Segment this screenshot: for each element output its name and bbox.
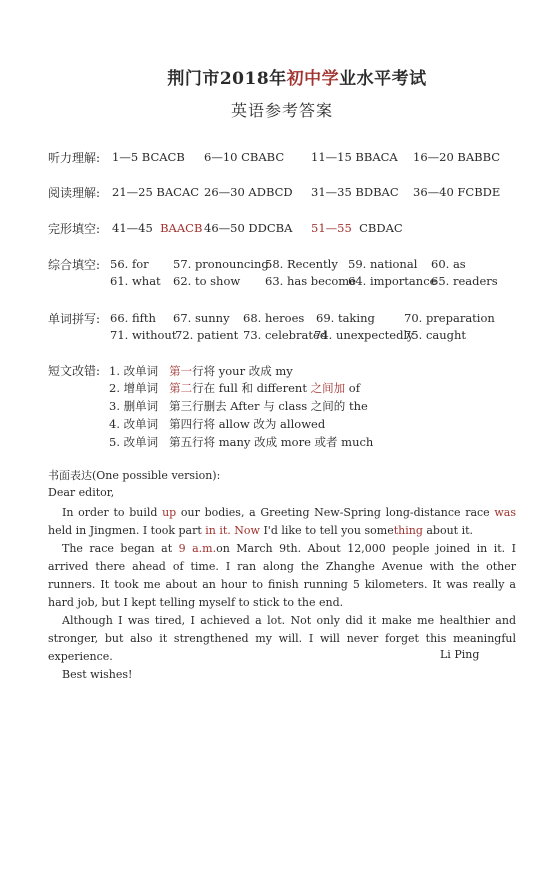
writing-salutation: Dear editor, [48,486,115,499]
essay-highlight: 9 a.m. [178,542,217,555]
cloze-group: 46—50 DDCBA [204,221,293,235]
spelling-item: 72. patient [175,328,239,342]
fill-item: 60. as [431,257,466,271]
correction-number: 1. 改单词 [109,364,159,378]
title-exam: 业水平考试 [339,69,427,89]
correction-text: 第五行将 many 改成 more 或者 much [169,435,374,449]
correction-item [109,380,360,396]
correction-text: 第三行删去 After 与 class 之间的 the [169,399,368,413]
spelling-item: 75. caught [404,328,467,342]
fill-item: 63. has become [265,274,357,288]
fill-item: 56. for [110,257,149,271]
spelling-item: 69. taking [316,311,375,325]
correction-number: 5. 改单词 [109,435,159,449]
correction-item [109,434,373,450]
title-city: 荆门市 [167,69,220,89]
listening-group: 6—10 CBABC [204,150,285,164]
reading-group: 31—35 BDBAC [311,185,399,199]
essay-signature: Li Ping [440,648,480,661]
fill-item: 62. to show [173,274,241,288]
essay-highlight: thing [393,524,423,537]
reading-group: 36—40 FCBDE [413,185,501,199]
writing-heading: 书面表达(One possible version): [48,469,221,482]
correction-highlight: 第一 [169,364,193,378]
essay-text: on March 9th. About 12,000 people joined in it. I arrived there ahead of time. I ran along the Zhanghe Avenue with the other runners. It took me about an hour to finish running 5 kilometers. It was really a hard job, but I kept telling myself to stick to the end. [48,542,516,609]
correction-label: 短文改错: [48,364,101,378]
correction-text: of [345,381,360,395]
cloze-answer: BAACB [160,221,203,235]
correction-number: 4. 改单词 [109,417,159,431]
correction-number: 2. 增单词 [109,381,159,395]
cloze-label: 完形填空: [48,222,101,236]
cloze-group [112,221,202,235]
spelling-item: 74. unexpectedly [314,328,414,342]
essay-text: The race began at [62,542,179,555]
correction-highlight: 第二 [169,381,193,395]
cloze-range: 41—45 [112,221,153,235]
fill-item: 58. Recently [265,257,338,271]
spelling-item: 66. fifth [110,311,156,325]
essay-paragraph [48,504,516,540]
essay-text: held in Jingmen. I took part [48,524,206,537]
fill-label: 综合填空: [48,258,101,272]
essay-text: In order to build [62,506,163,519]
correction-item [109,398,368,414]
correction-item [109,363,293,379]
fill-item: 65. readers [431,274,498,288]
cloze-answer: CBDAC [359,221,403,235]
correction-highlight: 之间加 [310,381,346,395]
essay-text: I'd like to tell you some [259,524,394,537]
document-title [0,64,554,89]
correction-text: 行在 full 和 different [192,381,311,395]
fill-item: 59. national [348,257,418,271]
spelling-item: 71. without [110,328,177,342]
title-year-suffix: 年 [269,69,287,89]
reading-group: 21—25 BACAC [112,185,200,199]
listening-group: 11—15 BBACA [311,150,398,164]
essay-highlight: was [494,506,516,519]
listening-group: 16—20 BABBC [413,150,501,164]
essay-highlight: in it. Now [205,524,260,537]
spelling-item: 73. celebrated [243,328,328,342]
reading-group: 26—30 ADBCD [204,185,293,199]
spelling-label: 单词拼写: [48,312,101,326]
correction-item [109,416,325,432]
essay-paragraph [48,540,516,612]
fill-item: 64. importance [348,274,437,288]
cloze-range: 51—55 [311,221,352,235]
essay-closing: Best wishes! [62,668,133,681]
essay-highlight: up [162,506,177,519]
essay-text: about it. [422,524,474,537]
spelling-item: 70. preparation [404,311,495,325]
listening-label: 听力理解: [48,151,101,165]
listening-group: 1—5 BCACB [112,150,185,164]
cloze-group [311,221,403,235]
correction-text: 行将 your 改成 my [192,364,293,378]
correction-number: 3. 删单词 [109,399,159,413]
title-highlight: 初中学 [286,69,340,89]
document-subtitle: 英语参考答案 [230,101,333,120]
spelling-item: 67. sunny [173,311,230,325]
title-year: 2018 [219,69,270,89]
fill-item: 61. what [110,274,161,288]
correction-text: 第四行将 allow 改为 allowed [169,417,326,431]
essay-paragraph: Although I was tired, I achieved a lot. Not only did it make me healthier and stronger, but also it strengthened my will. I will never forget this meaningful experience. [48,614,516,663]
reading-label: 阅读理解: [48,186,101,200]
essay-text: our bodies, a Greeting New-Spring long-distance race [176,506,495,519]
spelling-item: 68. heroes [243,311,305,325]
fill-item: 57. pronouncing [173,257,269,271]
